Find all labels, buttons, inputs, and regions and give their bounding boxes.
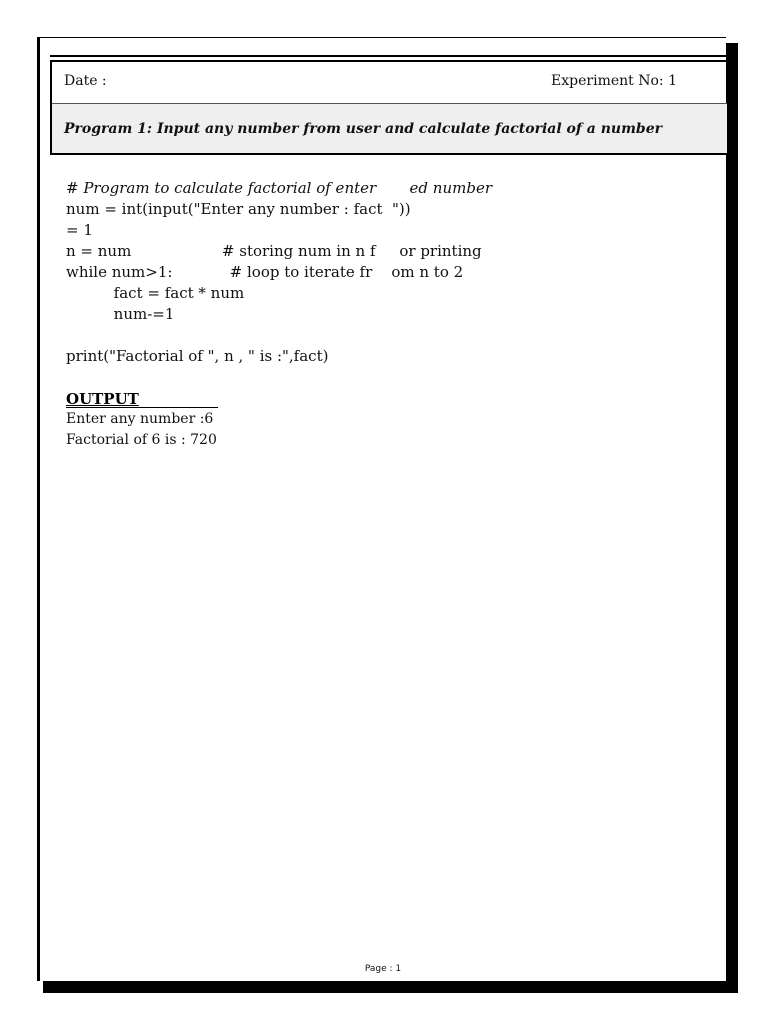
output-underline xyxy=(66,407,218,408)
date-label: Date : xyxy=(64,73,107,89)
output-line: Factorial of 6 is : 720 xyxy=(66,432,217,448)
header-info-row xyxy=(52,62,727,104)
code-line: n = num # storing num in n f or printing xyxy=(66,242,482,260)
output-line: Enter any number :6 xyxy=(66,411,214,427)
code-line: num = int(input("Enter any number : fact ")) xyxy=(66,200,411,218)
code-line: num-=1 xyxy=(66,305,175,323)
output-block xyxy=(66,409,217,451)
output-heading-container xyxy=(66,390,139,408)
header-box xyxy=(50,60,729,155)
code-line: # Program to calculate factorial of enter ed number xyxy=(66,179,492,197)
output-heading: OUTPUT xyxy=(66,390,139,408)
code-block xyxy=(66,178,492,367)
code-line: fact = fact * num xyxy=(66,284,245,302)
top-rule xyxy=(50,55,728,57)
code-line: while num>1: # loop to iterate fr om n to 2 xyxy=(66,263,464,281)
program-title-row xyxy=(52,104,727,153)
program-title: Program 1: Input any number from user and calculate factorial of a number xyxy=(64,121,662,137)
code-line xyxy=(66,325,492,346)
code-line: = 1 xyxy=(66,221,93,239)
code-line: print("Factorial of ", n , " is :",fact) xyxy=(66,347,329,365)
page-number: Page : 1 xyxy=(364,964,402,974)
document-page xyxy=(37,37,726,981)
experiment-number: Experiment No: 1 xyxy=(551,73,677,89)
